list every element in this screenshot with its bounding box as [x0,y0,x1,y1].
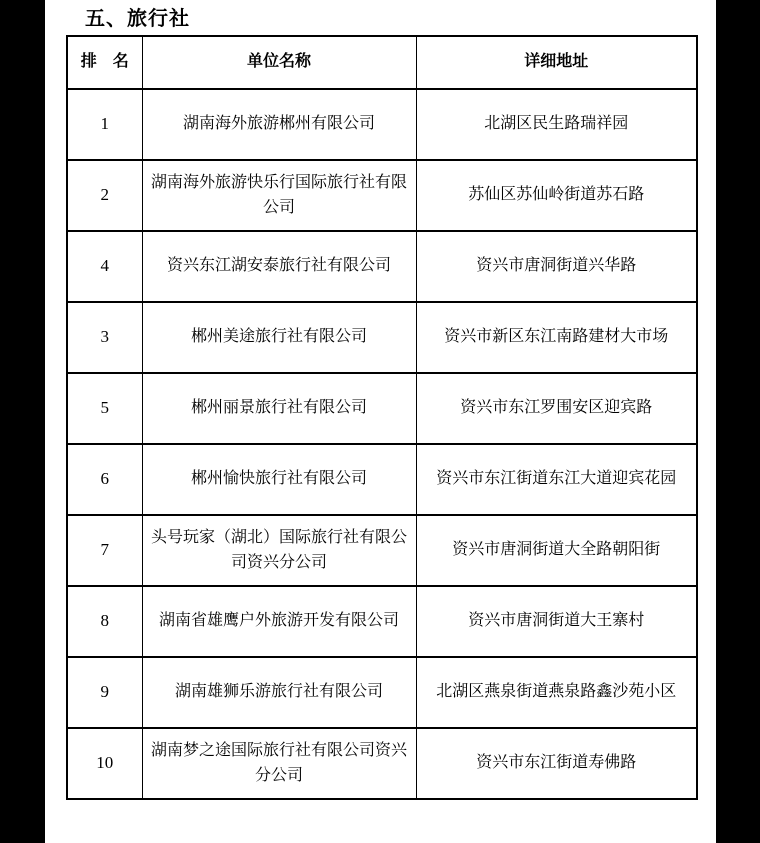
address-cell: 资兴市东江罗围安区迎宾路 [416,373,697,444]
column-header-rank: 排 名 [67,36,142,89]
address-cell: 苏仙区苏仙岭街道苏石路 [416,160,697,231]
name-cell: 湖南海外旅游郴州有限公司 [142,89,416,160]
address-cell: 资兴市唐洞街道大王寨村 [416,586,697,657]
table-row [67,302,697,373]
name-cell: 郴州愉快旅行社有限公司 [142,444,416,515]
rank-cell: 6 [67,444,142,515]
table-row [67,444,697,515]
table-row [67,89,697,160]
address-cell: 北湖区燕泉街道燕泉路鑫沙苑小区 [416,657,697,728]
address-cell: 资兴市东江街道东江大道迎宾花园 [416,444,697,515]
address-cell: 资兴市唐洞街道大全路朝阳街 [416,515,697,586]
travel-agency-table [66,35,698,800]
document-page [45,0,716,843]
rank-cell: 8 [67,586,142,657]
address-cell: 资兴市唐洞街道兴华路 [416,231,697,302]
table-row [67,515,697,586]
table-row [67,586,697,657]
rank-cell: 4 [67,231,142,302]
table-body [67,89,697,799]
table-row [67,373,697,444]
table-row [67,728,697,799]
address-cell: 资兴市新区东江南路建材大市场 [416,302,697,373]
name-cell: 郴州美途旅行社有限公司 [142,302,416,373]
rank-cell: 1 [67,89,142,160]
address-cell: 北湖区民生路瑞祥园 [416,89,697,160]
address-cell: 资兴市东江街道寿佛路 [416,728,697,799]
name-cell: 头号玩家（湖北）国际旅行社有限公司资兴分公司 [142,515,416,586]
rank-cell: 3 [67,302,142,373]
rank-cell: 5 [67,373,142,444]
column-header-address: 详细地址 [416,36,697,89]
table-row [67,657,697,728]
name-cell: 郴州丽景旅行社有限公司 [142,373,416,444]
name-cell: 湖南雄狮乐游旅行社有限公司 [142,657,416,728]
name-cell: 湖南梦之途国际旅行社有限公司资兴分公司 [142,728,416,799]
rank-cell: 2 [67,160,142,231]
table-header-row [67,36,697,89]
name-cell: 湖南海外旅游快乐行国际旅行社有限公司 [142,160,416,231]
table-row [67,231,697,302]
rank-cell: 9 [67,657,142,728]
name-cell: 资兴东江湖安泰旅行社有限公司 [142,231,416,302]
column-header-name: 单位名称 [142,36,416,89]
rank-cell: 10 [67,728,142,799]
name-cell: 湖南省雄鹰户外旅游开发有限公司 [142,586,416,657]
rank-cell: 7 [67,515,142,586]
viewer-left-margin [0,0,45,843]
section-title: 五、旅行社 [85,8,190,30]
viewer-right-margin [716,0,760,843]
table-row [67,160,697,231]
